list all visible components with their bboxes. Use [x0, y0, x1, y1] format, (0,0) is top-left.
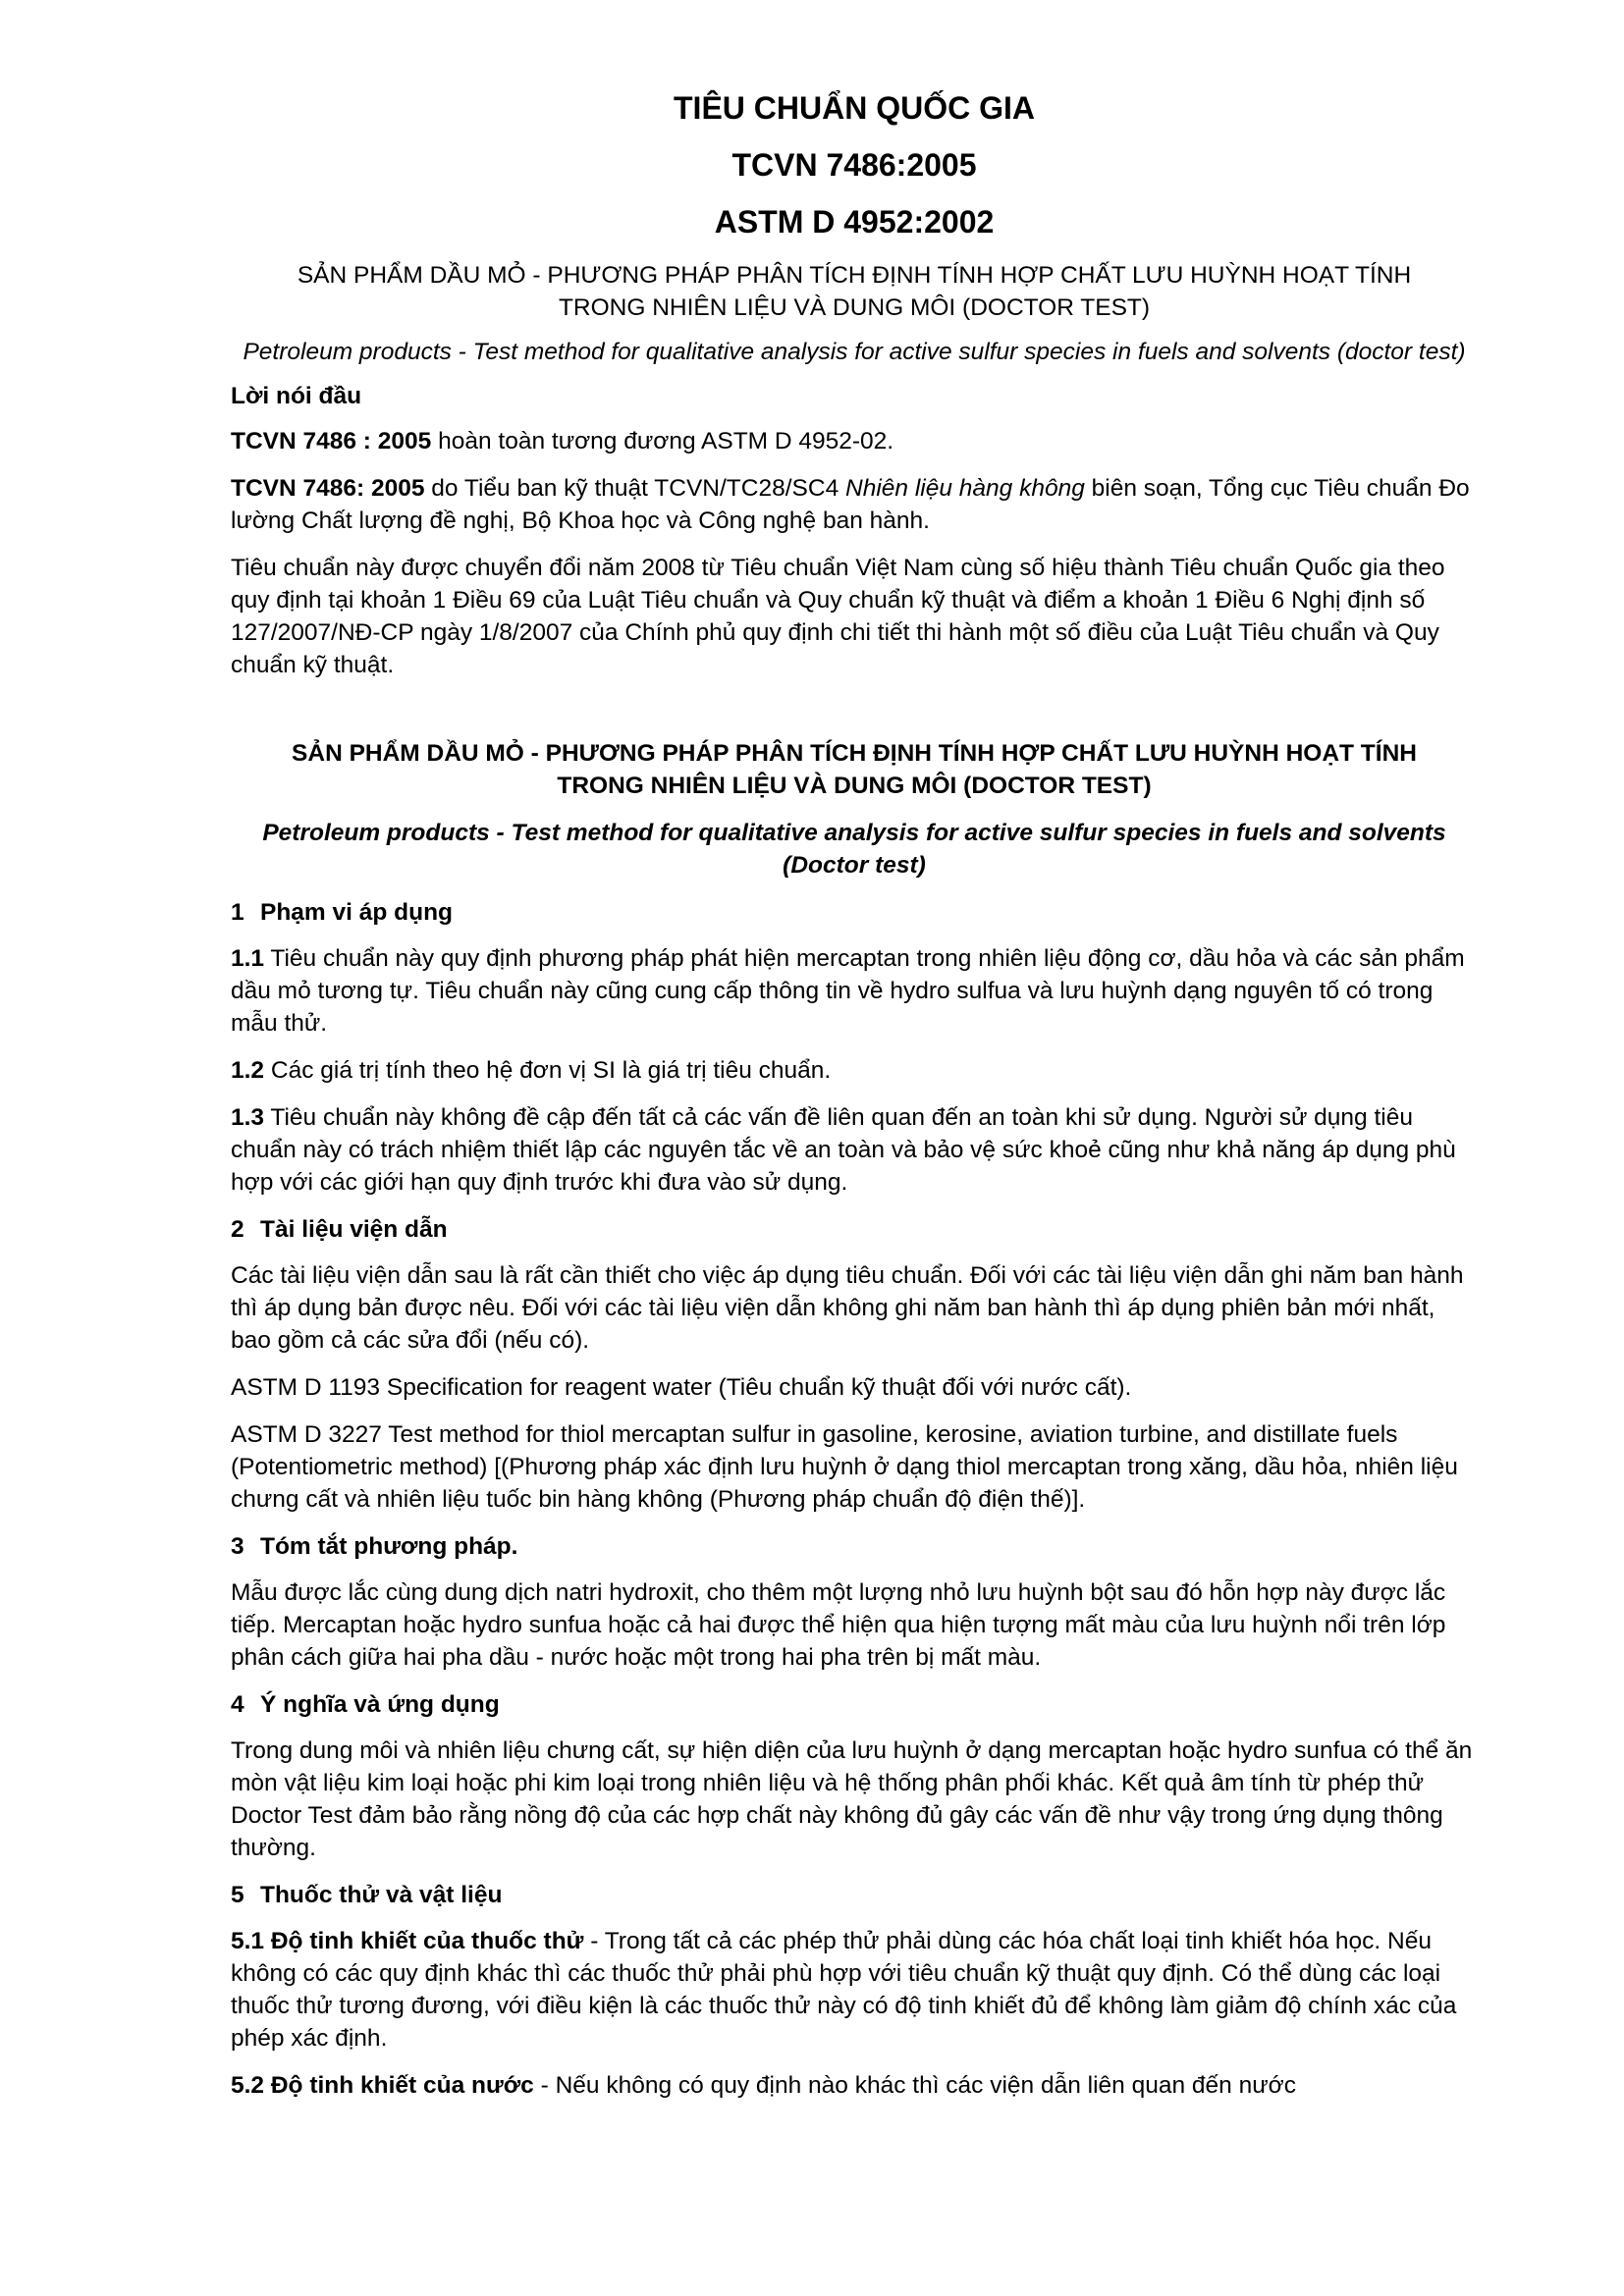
body-title-en: Petroleum products - Test method for qualitative analysis for active sulfur species in fuels and solvents (Doctor test) [262, 820, 1446, 879]
clause-1-2: 1.2 Các giá trị tính theo hệ đơn vị SI là giá trị tiêu chuẩn. [231, 1057, 832, 1084]
section-5-heading: 5 Thuốc thử và vật liệu [231, 1882, 503, 1908]
body-title-vi: SẢN PHẨM DẦU MỎ - PHƯƠNG PHÁP PHÂN TÍCH ĐỊNH TÍNH HỢP CHẤT LƯU HUỲNH HOẠT TÍNH TRONG NHIÊN LIỆU VÀ DUNG MÔI (DOCTOR TEST) [292, 740, 1417, 799]
section-2-paragraph-1: Các tài liệu viện dẫn sau là rất cần thiết cho việc áp dụng tiêu chuẩn. Đối với các tài liệu viện dẫn ghi năm ban hành thì áp dụng bản được nêu. Đối với các tài liệu viện dẫn không ghi năm ban hành thì áp dụng phiên bản mới nhất, bao gồm cả các sửa đổi (nếu có). [231, 1262, 1464, 1354]
section-4-paragraph: Trong dung môi và nhiên liệu chưng cất, sự hiện diện của lưu huỳnh ở dạng mercaptan hoặc hydro sunfua có thể ăn mòn vật liệu kim loại hoặc phi kim loại trong nhiên liệu và hệ thống phân phối khác. Kết quả âm tính từ phép thử Doctor Test đảm bảo rằng nồng độ của các hợp chất này không đủ gây các vấn đề như vậy trong ứng dụng thông thường. [231, 1737, 1473, 1861]
foreword-heading: Lời nói đầu [231, 383, 362, 409]
foreword-paragraph-1: TCVN 7486 : 2005 hoàn toàn tương đương ASTM D 4952-02. [231, 428, 894, 454]
foreword-paragraph-2: TCVN 7486: 2005 do Tiểu ban kỹ thuật TCVN/TC28/SC4 Nhiên liệu hàng không biên soạn, Tổng cục Tiêu chuẩn Đo lường Chất lượng đề nghị, Bộ Khoa học và Công nghệ ban hành. [231, 475, 1470, 534]
document-page [231, 88, 1478, 2116]
section-4-heading: 4 Ý nghĩa và ứng dụng [231, 1691, 500, 1718]
section-3-heading: 3 Tóm tắt phương pháp. [231, 1533, 518, 1560]
clause-1-1: 1.1 Tiêu chuẩn này quy định phương pháp phát hiện mercaptan trong nhiên liệu động cơ, dầu hỏa và các sản phẩm dầu mỏ tương tự. Tiêu chuẩn này cũng cung cấp thông tin về hydro sulfua và lưu huỳnh dạng nguyên tố có trong mẫu thử. [231, 945, 1465, 1037]
section-2-heading: 2 Tài liệu viện dẫn [231, 1216, 448, 1243]
foreword-paragraph-3: Tiêu chuẩn này được chuyển đổi năm 2008 từ Tiêu chuẩn Việt Nam cùng số hiệu thành Tiêu chuẩn Quốc gia theo quy định tại khoản 1 Điều 69 của Luật Tiêu chuẩn và Quy chuẩn kỹ thuật và điểm a khoản 1 Điều 6 Nghị định số 127/2007/NĐ-CP ngày 1/8/2007 của Chính phủ quy định chi tiết thi hành một số điều của Luật Tiêu chuẩn và Quy chuẩn kỹ thuật. [231, 555, 1445, 678]
section-3-paragraph: Mẫu được lắc cùng dung dịch natri hydroxit, cho thêm một lượng nhỏ lưu huỳnh bột sau đó hỗn hợp này được lắc tiếp. Mercaptan hoặc hydro sunfua hoặc cả hai được thể hiện qua hiện tượng mất màu của lưu huỳnh nổi trên lớp phân cách giữa hai pha dầu - nước hoặc một trong hai pha trên bị mất màu. [231, 1579, 1446, 1671]
section-1-heading: 1 Phạm vi áp dụng [231, 899, 454, 926]
clause-5-1: 5.1 Độ tinh khiết của thuốc thử - Trong tất cả các phép thử phải dùng các hóa chất loại tinh khiết hóa học. Nếu không có các quy định khác thì các thuốc thử phải phù hợp với tiêu chuẩn kỹ thuật quy định. Có thể dùng các loại thuốc thử tương đương, với điều kiện là các thuốc thử này có độ tinh khiết đủ để không làm giảm độ chính xác của phép xác định. [231, 1928, 1457, 2052]
clause-5-2: 5.2 Độ tinh khiết của nước - Nếu không có quy định nào khác thì các viện dẫn liên quan đến nước [231, 2072, 1296, 2099]
clause-1-3: 1.3 Tiêu chuẩn này không đề cập đến tất cả các vấn đề liên quan đến an toàn khi sử dụng. Người sử dụng tiêu chuẩn này có trách nhiệm thiết lập các nguyên tắc về an toàn và bảo vệ sức khoẻ cũng như khả năng áp dụng phù hợp với các giới hạn quy định trước khi đưa vào sử dụng. [231, 1104, 1456, 1196]
doc-title-tcvn: TCVN 7486:2005 [731, 147, 977, 183]
reference-astm-d1193: ASTM D 1193 Specification for reagent water (Tiêu chuẩn kỹ thuật đối với nước cất). [231, 1374, 1132, 1401]
doc-subtitle-en: Petroleum products - Test method for qualitative analysis for active sulfur species in fuels and solvents (doctor test) [243, 339, 1466, 365]
doc-subtitle-vi: SẢN PHẨM DẦU MỎ - PHƯƠNG PHÁP PHÂN TÍCH ĐỊNH TÍNH HỢP CHẤT LƯU HUỲNH HOẠT TÍNH TRONG NHIÊN LIỆU VÀ DUNG MÔI (DOCTOR TEST) [297, 262, 1412, 321]
doc-title-national: TIÊU CHUẨN QUỐC GIA [674, 90, 1035, 126]
reference-astm-d3227: ASTM D 3227 Test method for thiol mercaptan sulfur in gasoline, kerosine, aviation turbine, and distillate fuels (Potentiometric method) [(Phương pháp xác định lưu huỳnh ở dạng thiol mercaptan trong xăng, dầu hỏa, nhiên liệu chưng cất và nhiên liệu tuốc bin hàng không (Phương pháp chuẩn độ điện thế)]. [231, 1421, 1458, 1513]
doc-title-astm: ASTM D 4952:2002 [714, 204, 995, 240]
